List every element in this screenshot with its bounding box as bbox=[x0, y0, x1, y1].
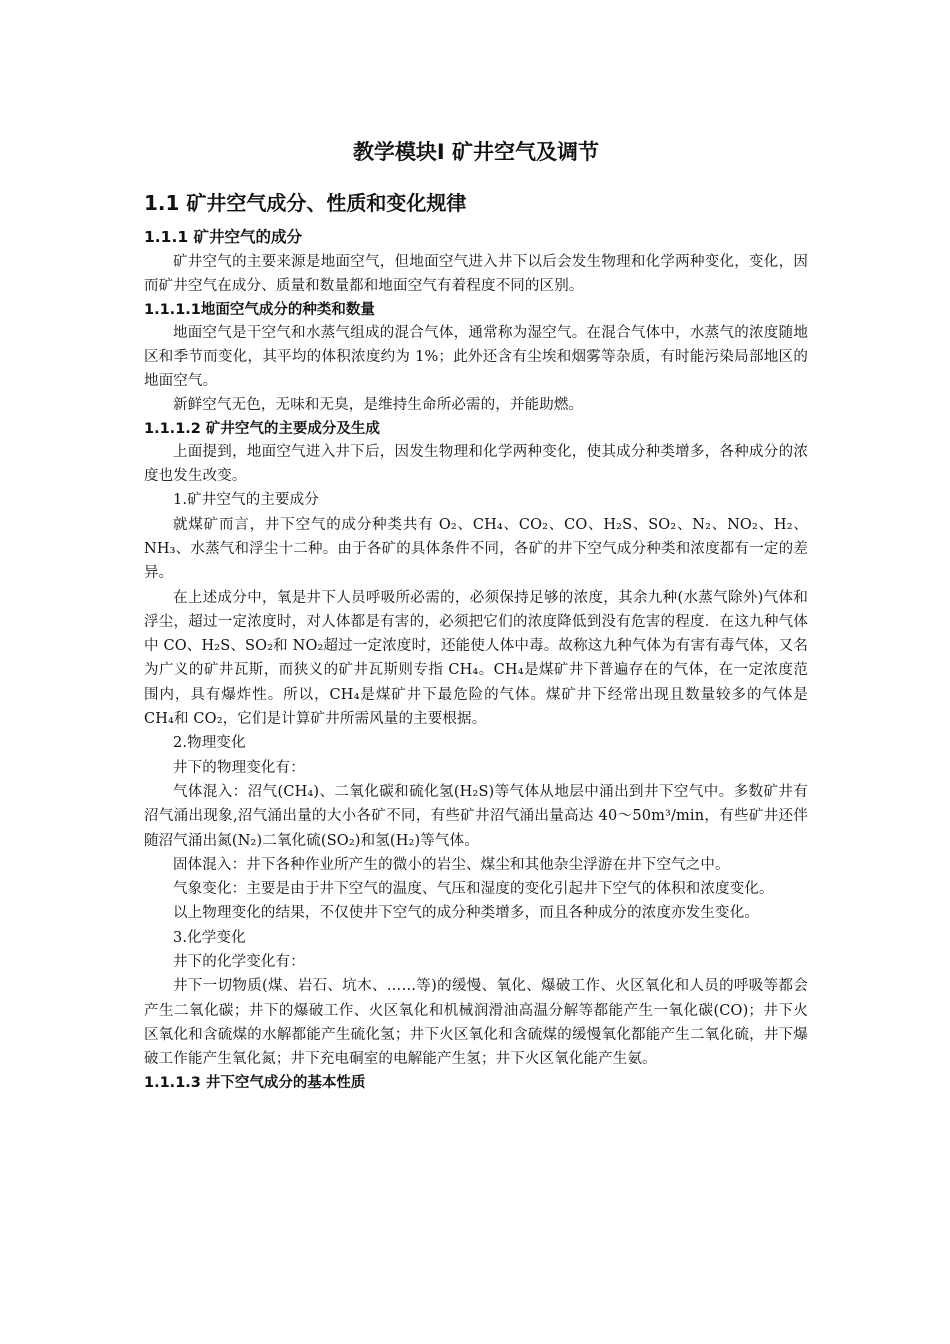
paragraph-gas-mixing: 气体混入：沼气(CH₄)、二氧化碳和硫化氢(H₂S)等气体从地层中涌出到井下空气中。多数矿井有沼气涌出现象,沼气涌出量的大小各矿不同，有些矿井沼气涌出量高达 40～50m³/min，有些矿井还伴随沼气涌出氮(N₂)二氧化硫(SO₂)和氢(H₂)等气体。 bbox=[144, 783, 808, 849]
paragraph-surface-air: 地面空气是干空气和水蒸气组成的混合气体，通常称为湿空气。在混合气体中，水蒸气的浓度随地区和季节而变化，其平均的体积浓度约为 1%；此外还含有尘埃和烟雾等杂质，有时能污染局部地区的地面空气。 bbox=[144, 324, 808, 390]
paragraph-fresh-air: 新鲜空气无色，无味和无臭，是维持生命所必需的，并能助燃。 bbox=[173, 397, 584, 414]
heading-1-1-1-1: 1.1.1.1地面空气成分的种类和数量 bbox=[144, 301, 375, 318]
subsection-heading: 1.1.1 矿井空气的成分 bbox=[144, 228, 303, 246]
list-item-main-components: 1.矿井空气的主要成分 bbox=[173, 492, 319, 509]
heading-1-1-1-2: 1.1.1.2 矿井空气的主要成分及生成 bbox=[144, 420, 380, 437]
section-heading: 1.1 矿井空气成分、性质和变化规律 bbox=[144, 191, 467, 215]
paragraph-chemical-details: 井下一切物质(煤、岩石、坑木、……等)的缓慢、氧化、爆破工作、火区氧化和人员的呼吸等都会产生二氧化碳；井下的爆破工作、火区氧化和机械润滑油高温分解等都能产生一氧化碳(CO)；井下火区氧化和含硫煤的水解都能产生硫化氢；井下火区氧化和含硫煤的缓慢氧化都能产生二氧化硫，井下爆破工作能产生氧化氮；井下充电硐室的电解能产生氢；井下火区氧化能产生氨。 bbox=[144, 978, 808, 1068]
heading-1-1-1-3: 1.1.1.3 井下空气成分的基本性质 bbox=[144, 1074, 366, 1091]
list-item-physical-changes: 2.物理变化 bbox=[173, 735, 246, 752]
page-title: 教学模块Ⅰ 矿井空气及调节 bbox=[352, 140, 600, 164]
paragraph-chemical-intro: 井下的化学变化有： bbox=[173, 954, 305, 971]
list-item-chemical-changes: 3.化学变化 bbox=[173, 929, 246, 946]
paragraph-solid-mixing: 固体混入：井下各种作业所产生的微小的岩尘、煤尘和其他杂尘浮游在井下空气之中。 bbox=[173, 856, 730, 873]
paragraph-harmful-gases: 在上述成分中，氧是井下人员呼吸所必需的，必须保持足够的浓度，其余九种(水蒸气除外)气体和浮尘，超过一定浓度时，对人体都是有害的，必须把它们的浓度降低到没有危害的程度．在这九种气体中 CO、H₂S、SO₂和 NO₂超过一定浓度时，还能使人体中毒。故称这九种气体为有害有毒气体，又名为广义的矿井瓦斯，而狭义的矿井瓦斯则专指 CH₄。CH₄是煤矿井下普遍存在的气体，在一定浓度范围内，具有爆炸性。所以，CH₄是煤矿井下最危险的气体。煤矿井下经常出现且数量较多的气体是 CH₄和 CO₂，它们是计算矿井所需风量的主要根据。 bbox=[144, 589, 808, 728]
paragraph-physical-intro: 井下的物理变化有： bbox=[173, 759, 305, 776]
paragraph-components: 就煤矿而言，井下空气的成分种类共有 O₂、CH₄、CO₂、CO、H₂S、SO₂、N₂、NO₂、H₂、NH₃、水蒸气和浮尘十二种。由于各矿的具体条件不同，各矿的井下空气成分种类和浓度都有一定的差异。 bbox=[144, 516, 808, 582]
paragraph-intro: 矿井空气的主要来源是地面空气，但地面空气进入井下以后会发生物理和化学两种变化，变化，因而矿井空气在成分、质量和数量都和地面空气有着程度不同的区别。 bbox=[144, 254, 808, 295]
paragraph-changes: 上面提到，地面空气进入井下后，因发生物理和化学两种变化，使其成分种类增多，各种成分的浓度也发生改变。 bbox=[144, 443, 808, 485]
paragraph-weather-change: 气象变化：主要是由于井下空气的温度、气压和湿度的变化引起井下空气的体积和浓度变化。 bbox=[173, 881, 774, 898]
paragraph-physical-result: 以上物理变化的结果，不仅使井下空气的成分种类增多，而且各种成分的浓度亦发生变化。 bbox=[173, 905, 759, 922]
